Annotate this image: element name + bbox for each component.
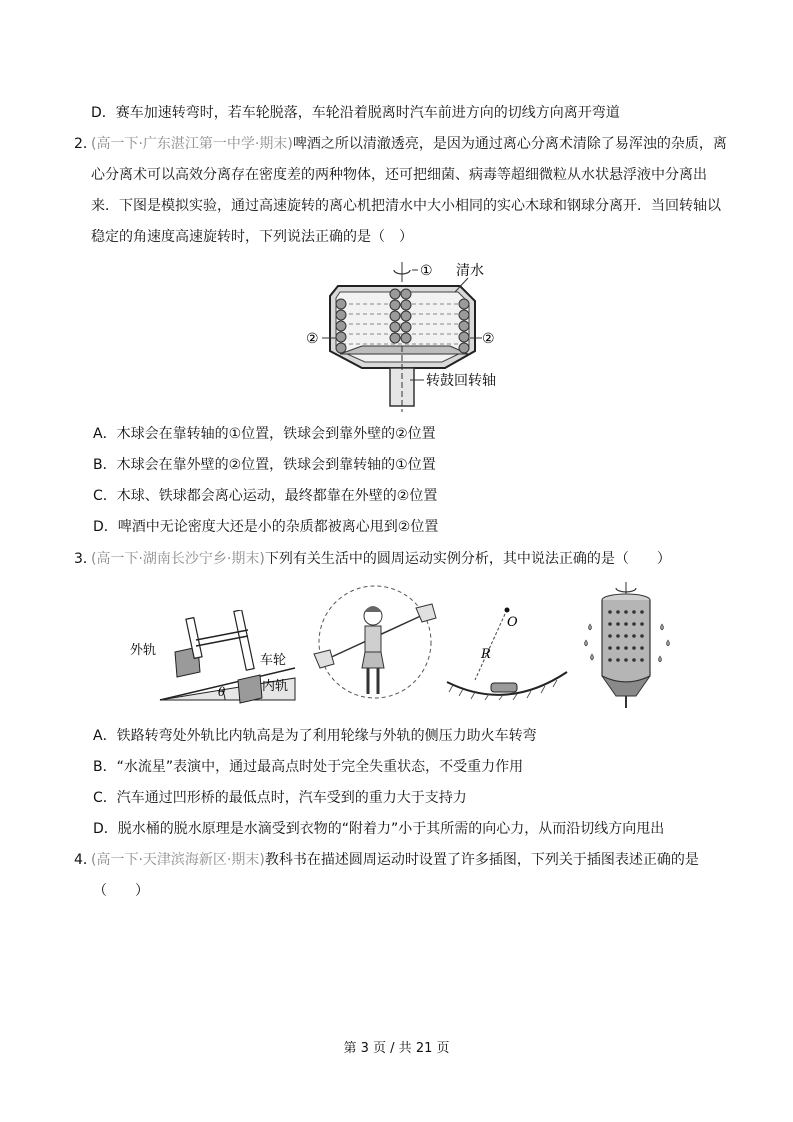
q4-text: 教科书在描述圆周运动时设置了许多插图，下列关于插图表述正确的是 — [264, 852, 699, 868]
q2-option-b: B．木球会在靠外壁的②位置，铁球会到靠转轴的①位置 — [93, 457, 436, 473]
label-position-1: ① — [420, 263, 433, 279]
concave-bridge-figure — [445, 600, 570, 700]
q3-first-line — [91, 549, 671, 569]
q3-number: 3． — [74, 551, 97, 567]
q2-first-line — [91, 134, 727, 154]
q2-text-line-2: 心分离术可以高效分离存在密度差的两种物体，还可把细菌、病毒等超细微粒从水状悬浮液中分离出 — [91, 167, 707, 183]
q3-text: 下列有关生活中的圆周运动实例分析，其中说法正确的是（ ） — [264, 551, 671, 567]
q4-answer-bracket: （ ） — [93, 883, 149, 899]
label-drum-axis: 转鼓回转轴 — [426, 373, 496, 389]
q2-text-line-4: 稳定的角速度高速旋转时，下列说法正确的是（ ） — [91, 229, 413, 245]
q2-option-d: D．啤酒中无论密度大还是小的杂质都被离心甩到②位置 — [93, 519, 439, 535]
q3-option-d: D．脱水桶的脱水原理是水滴受到衣物的“附着力”小于其所需的向心力，从而沿切线方向甩出 — [93, 821, 665, 837]
q2-number: 2． — [74, 136, 97, 152]
label-radius-r: R — [481, 647, 491, 662]
water-meteor-figure — [310, 582, 440, 704]
spin-dryer-figure — [580, 580, 675, 710]
q3-source: (高一下·湖南长沙宁乡·期末) — [91, 551, 265, 567]
railway-curve-figure — [130, 610, 300, 705]
q4-first-line — [91, 850, 699, 870]
label-wheel: 车轮 — [260, 653, 287, 668]
q4-source: (高一下·天津滨海新区·期末) — [91, 852, 265, 868]
q3-option-a: A．铁路转弯处外轨比内轨高是为了利用轮缘与外轨的侧压力助火车转弯 — [93, 728, 537, 744]
label-inner-rail: 内轨 — [262, 679, 289, 694]
centrifuge-figure — [300, 256, 515, 414]
q2-text-line-1: 啤酒之所以清澈透亮，是因为通过离心分离术清除了易浑浊的杂质，离 — [292, 136, 727, 152]
q3-option-b: B．“水流星”表演中，通过最高点时处于完全失重状态，不受重力作用 — [93, 759, 524, 775]
page-footer: 第 3 页 / 共 21 页 — [343, 1041, 450, 1056]
q4-number: 4． — [74, 852, 97, 868]
label-clear-water: 清水 — [456, 263, 484, 279]
label-outer-rail: 外轨 — [130, 643, 157, 658]
q2-option-a: A．木球会在靠转轴的①位置，铁球会到靠外壁的②位置 — [93, 426, 436, 442]
q2-text-line-3: 来．下图是模拟实验，通过高速旋转的离心机把清水中大小相同的实心木球和钢球分离开．当回转轴以 — [91, 198, 721, 214]
label-theta: θ — [218, 685, 226, 699]
q3-option-c: C．汽车通过凹形桥的最低点时，汽车受到的重力大于支持力 — [93, 790, 467, 806]
label-position-2-left: ② — [306, 331, 319, 347]
label-position-2-right: ② — [482, 331, 495, 347]
q2-source: (高一下·广东湛江第一中学·期末) — [91, 136, 293, 152]
q2-option-c: C．木球、铁球都会离心运动，最终都靠在外壁的②位置 — [93, 488, 438, 504]
label-center-o: O — [507, 615, 518, 630]
q1-option-d: D．赛车加速转弯时，若车轮脱落，车轮沿着脱离时汽车前进方向的切线方向离开弯道 — [91, 105, 620, 121]
